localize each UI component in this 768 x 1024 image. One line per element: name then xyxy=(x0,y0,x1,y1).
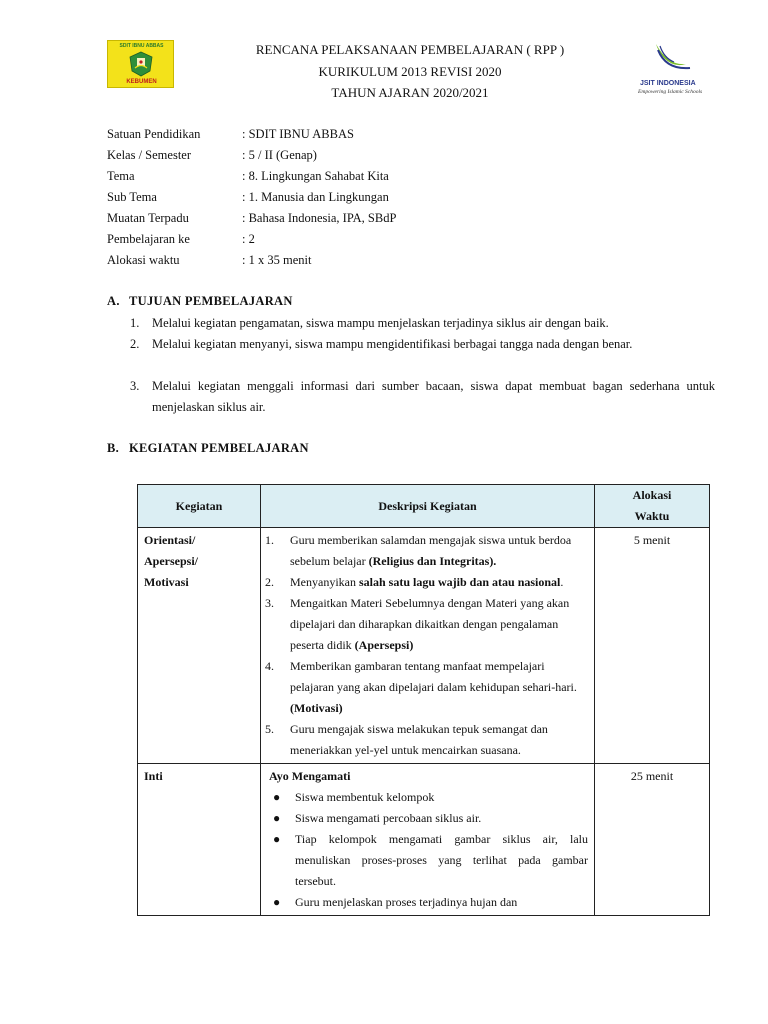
bullet-icon: ● xyxy=(273,895,281,909)
identity-label: Kelas / Semester xyxy=(107,148,192,162)
identity-label: Satuan Pendidikan xyxy=(107,127,201,141)
list-text: Mengaitkan Materi Sebelumnya dengan Materi yang akan dipelajari dan diharapkan dikaitkan dengan pengalaman peserta didik xyxy=(290,596,570,652)
bullet-icon: ● xyxy=(273,790,281,804)
table-row xyxy=(138,764,710,916)
list-item xyxy=(265,808,588,829)
activities-table xyxy=(137,484,710,916)
activity-name-line: Motivasi xyxy=(144,575,189,589)
header-deskripsi: Deskripsi Kegiatan xyxy=(261,485,595,528)
bullet-icon: ● xyxy=(273,832,281,846)
goal-number: 3. xyxy=(130,379,140,393)
list-text: Tiap kelompok mengamati gambar siklus air, lalu menuliskan proses-proses yang terlihat pada gambar tersebut. xyxy=(295,832,588,888)
table-row xyxy=(138,528,710,764)
jsit-logo xyxy=(634,38,712,98)
list-text: Guru mengajak siswa melakukan tepuk semangat dan meneriakkan yel-yel untuk mencairkan suasana. xyxy=(290,722,548,757)
goal-number: 2. xyxy=(130,337,140,351)
goal-text: Melalui kegiatan pengamatan, siswa mampu menjelaskan terjadinya siklus air dengan baik. xyxy=(152,316,609,330)
list-text-after: . xyxy=(560,575,564,589)
goal-item xyxy=(130,313,715,334)
curriculum-title: KURIKULUM 2013 REVISI 2020 xyxy=(318,64,502,79)
activity-time-cell: 5 menit xyxy=(595,528,710,764)
list-item xyxy=(265,572,588,593)
school-emblem-icon xyxy=(128,51,154,77)
document-title: RENCANA PELAKSANAAN PEMBELAJARAN ( RPP ) xyxy=(255,42,565,57)
goal-number: 1. xyxy=(130,316,140,330)
identity-label: Tema xyxy=(107,169,135,183)
list-number: 5. xyxy=(265,722,274,736)
list-text-bold: (Motivasi) xyxy=(290,701,343,715)
identity-value: : 5 / II (Genap) xyxy=(242,148,317,162)
header-waktu xyxy=(595,485,710,528)
school-logo xyxy=(107,40,174,88)
identity-label: Pembelajaran ke xyxy=(107,232,190,246)
list-number: 1. xyxy=(265,533,274,547)
identity-value: : 1 x 35 menit xyxy=(242,253,312,267)
identity-value: : SDIT IBNU ABBAS xyxy=(242,127,354,141)
bullet-icon: ● xyxy=(273,811,281,825)
identity-label: Muatan Terpadu xyxy=(107,211,189,225)
list-item xyxy=(265,593,588,656)
goal-text: Melalui kegiatan menyanyi, siswa mampu mengidentifikasi berbagai tangga nada dengan benar. xyxy=(152,337,633,351)
list-item xyxy=(265,656,588,719)
table-header-row xyxy=(138,485,710,528)
section-b-heading xyxy=(107,441,309,456)
list-number: 3. xyxy=(265,596,274,610)
list-text: Siswa membentuk kelompok xyxy=(295,790,435,804)
list-number: 4. xyxy=(265,659,274,673)
goal-item xyxy=(130,376,715,418)
activity-description-cell xyxy=(261,764,595,916)
identity-value: : 8. Lingkungan Sahabat Kita xyxy=(242,169,389,183)
activity-name-line: Apersepsi/ xyxy=(144,554,198,568)
school-logo-sub: KEBUMEN xyxy=(126,79,157,85)
header-waktu-label: Alokasi Waktu xyxy=(632,488,672,523)
list-item xyxy=(265,829,588,892)
identity-value: : 1. Manusia dan Lingkungan xyxy=(242,190,389,204)
activity-time-cell: 25 menit xyxy=(595,764,710,916)
identity-label: Sub Tema xyxy=(107,190,157,204)
activity-subheading: Ayo Mengamati xyxy=(269,769,351,783)
jsit-brand: JSIT INDONESIA xyxy=(640,80,696,87)
list-text-bold: (Religius dan Integritas). xyxy=(368,554,497,568)
list-item xyxy=(265,787,588,808)
list-text: Memberikan gambaran tentang manfaat mempelajari pelajaran yang akan dipelajari dalam kehidupan sehari-hari. xyxy=(290,659,577,694)
identity-value: : Bahasa Indonesia, IPA, SBdP xyxy=(242,211,397,225)
list-text: Guru menjelaskan proses terjadinya hujan dan xyxy=(295,895,518,909)
list-text: Menyanyikan xyxy=(290,575,359,589)
list-text: Siswa mengamati percobaan siklus air. xyxy=(295,811,482,825)
list-item xyxy=(265,892,588,913)
section-a-heading xyxy=(107,294,293,309)
section-title: KEGIATAN PEMBELAJARAN xyxy=(129,441,309,455)
list-text-bold: salah satu lagu wajib dan atau nasional xyxy=(358,575,561,589)
header-kegiatan: Kegiatan xyxy=(138,485,261,528)
feather-icon xyxy=(634,38,712,82)
jsit-tagline: Empowering Islamic Schools xyxy=(638,89,703,95)
list-item xyxy=(265,719,588,761)
activity-name-cell xyxy=(138,528,261,764)
list-text: Guru memberikan salamdan mengajak siswa untuk berdoa sebelum belajar xyxy=(290,533,572,568)
section-title: TUJUAN PEMBELAJARAN xyxy=(129,294,293,308)
activity-name-line: Orientasi/ xyxy=(144,533,196,547)
identity-value: : 2 xyxy=(242,232,255,246)
section-letter: B. xyxy=(107,441,120,455)
identity-label: Alokasi waktu xyxy=(107,253,180,267)
goal-text: Melalui kegiatan menggali informasi dari sumber bacaan, siswa dapat membuat bagan sederhana untuk menjelaskan siklus air. xyxy=(152,379,715,414)
school-logo-text: SDIT IBNU ABBAS xyxy=(119,43,164,49)
activity-description-cell xyxy=(261,528,595,764)
goal-item xyxy=(130,334,715,355)
list-text-bold: (Apersepsi) xyxy=(354,638,414,652)
list-item xyxy=(265,530,588,572)
list-number: 2. xyxy=(265,575,274,589)
academic-year-title: TAHUN AJARAN 2020/2021 xyxy=(331,85,489,100)
activity-name-cell: Inti xyxy=(138,764,261,916)
section-letter: A. xyxy=(107,294,120,308)
